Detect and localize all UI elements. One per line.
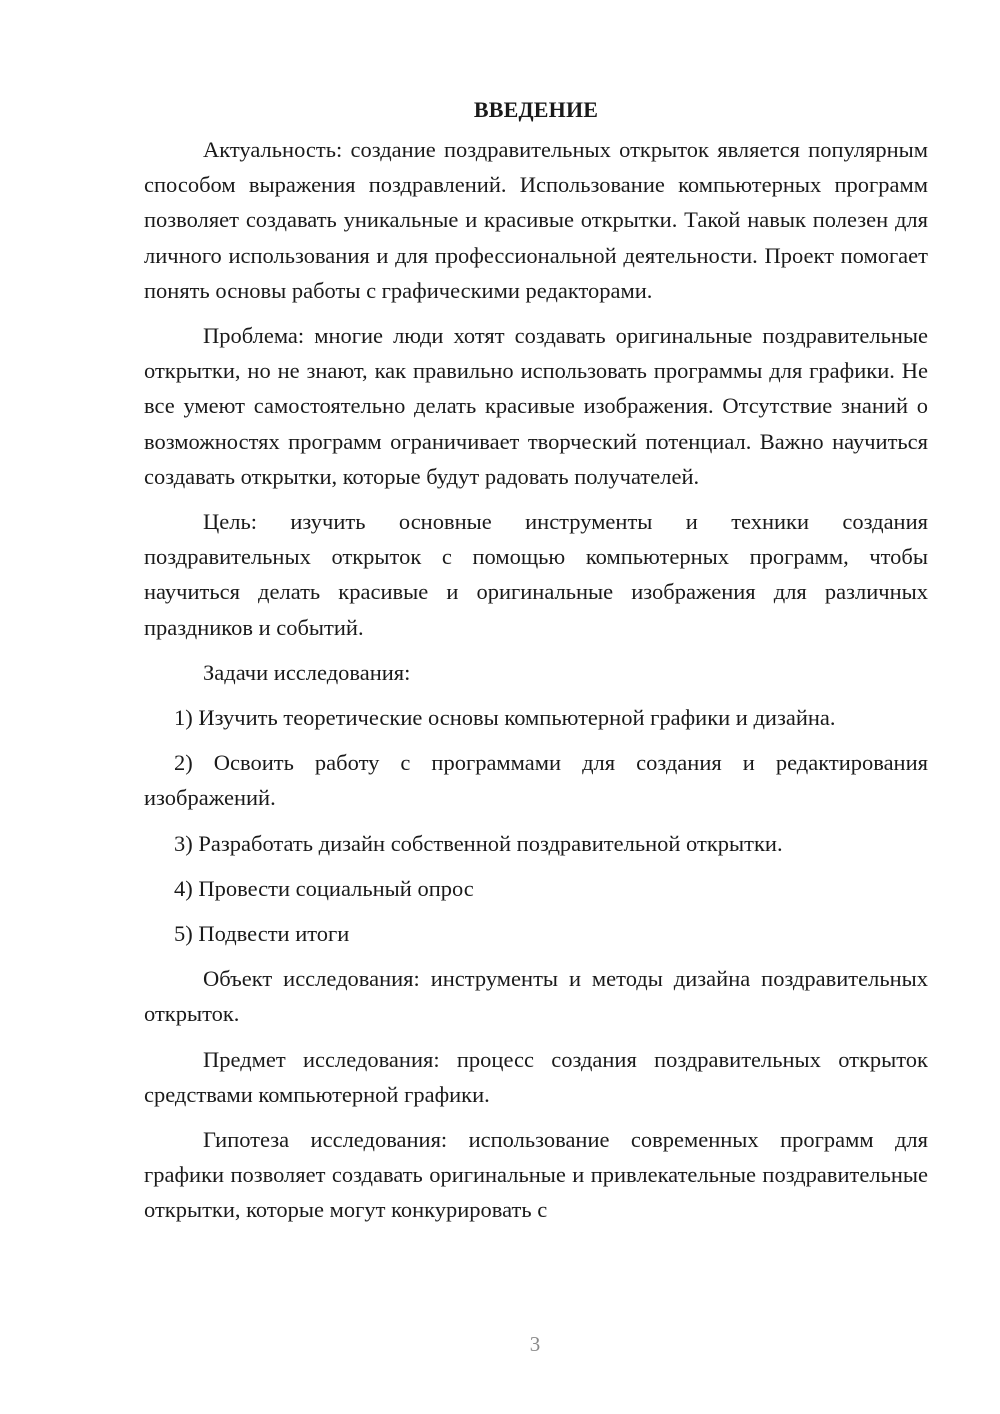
task-item-2: 2) Освоить работу с программами для создания и редактирования изображений.	[144, 750, 928, 811]
task-item-5: 5) Подвести итоги	[174, 921, 350, 947]
object-paragraph: Объект исследования: инструменты и методы дизайна поздравительных открыток.	[144, 966, 928, 1027]
subject-paragraph: Предмет исследования: процесс создания поздравительных открыток средствами компьютерной графики.	[144, 1046, 928, 1107]
problem-paragraph: Проблема: многие люди хотят создавать оригинальные поздравительные открытки, но не знают, как правильно использовать программы для графики. Не все умеют самостоятельно делать красивые изображения. Отсутствие знаний о возможностях программ ограничивает творческий потенциал. Важно научиться создавать открытки, которые будут радовать получателей.	[144, 323, 928, 489]
page-number: 3	[529, 1332, 541, 1356]
task-item-4: 4) Провести социальный опрос	[174, 875, 474, 901]
goal-paragraph: Цель: изучить основные инструменты и техники создания поздравительных открыток с помощью компьютерных программ, чтобы научиться делать красивые и оригинальные изображения для различных праздников и событий.	[144, 509, 928, 640]
page-body	[144, 92, 928, 1238]
task-item-1: 1) Изучить теоретические основы компьютерной графики и дизайна.	[174, 705, 836, 731]
section-title: ВВЕДЕНИЕ	[473, 97, 599, 122]
tasks-heading: Задачи исследования:	[203, 659, 411, 685]
hypothesis-paragraph: Гипотеза исследования: использование современных программ для графики позволяет создавать оригинальные и привлекательные поздравительные открытки, которые могут конкурировать с	[144, 1127, 928, 1223]
task-item-3: 3) Разработать дизайн собственной поздравительной открытки.	[174, 830, 783, 856]
relevance-paragraph: Актуальность: создание поздравительных открыток является популярным способом выражения поздравлений. Использование компьютерных программ позволяет создавать уникальные и красивые открытки. Такой навык полезен для личного использования и для профессиональной деятельности. Проект помогает понять основы работы с графическими редакторами.	[144, 137, 928, 303]
